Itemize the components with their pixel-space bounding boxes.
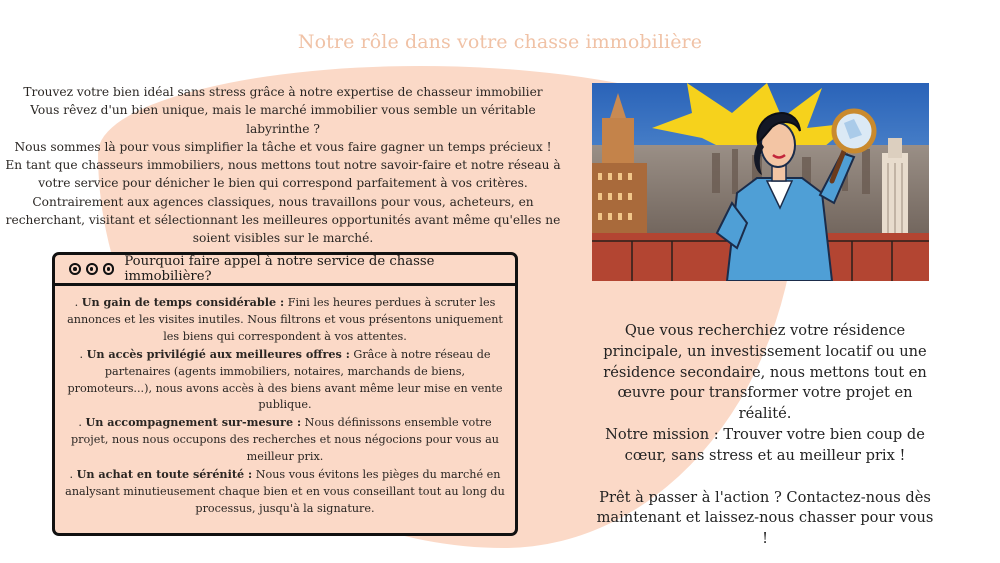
window-dot-icon <box>86 263 98 275</box>
card-header <box>55 255 515 286</box>
benefit-text: Nous définissons ensemble votre projet, nous nous occupons des recherches et nous négocions pour vous au meilleur prix. <box>71 416 499 464</box>
page-title: Notre rôle dans votre chasse immobilière <box>297 31 703 53</box>
card-body <box>55 286 515 518</box>
intro-text <box>4 83 562 248</box>
illustration-woman-magnifier <box>592 83 929 281</box>
side-paragraph: Notre mission : Trouver votre bien coup de cœur, sans stress et au meilleur prix ! <box>605 425 925 464</box>
intro-line: En tant que chasseurs immobiliers, nous mettons tout notre savoir-faire et notre réseau à votre service pour dénicher le bien qui correspond parfaitement à vos critères. Contrairement aux agences classiques, nous travaillons pour vous, acheteurs, en recherchant, visitant et sélectionnant les meilleures opportunités avant même qu'elles ne soient visibles sur le marché. <box>5 158 561 246</box>
benefit-item: . Un accès privilégié aux meilleures offres : Grâce à notre réseau de partenaires (agents immobiliers, notaires, marchands de biens, promoteurs...), nous avons accès à des biens avant même leur mise en vente publique. <box>67 346 503 412</box>
benefit-text: Nous vous évitons les pièges du marché en analysant minutieusement chaque bien et en vous conseillant tout au long du processus, jusqu'à la signature. <box>65 468 505 515</box>
benefit-label: Un accès privilégié aux meilleures offres : <box>86 346 350 361</box>
why-card <box>52 252 518 536</box>
benefit-text: Grâce à notre réseau de partenaires (agents immobiliers, notaires, marchands de biens, promoteurs...), nous avons accès à des biens avant même leur mise en vente publique. <box>67 347 503 412</box>
benefit-item: . Un accompagnement sur-mesure : Nous définissons ensemble votre projet, nous nous occupons des recherches et nous négocions pour vous au meilleur prix. <box>71 415 499 464</box>
intro-line: Trouvez votre bien idéal sans stress grâce à notre expertise de chasseur immobilier <box>23 85 543 99</box>
benefit-label: Un accompagnement sur-mesure : <box>85 415 302 430</box>
side-paragraph: Que vous recherchiez votre résidence principale, un investissement locatif ou une résidence secondaire, nous mettons tout en œuvre pour transformer votre projet en réalité. <box>603 322 927 423</box>
benefit-text: Fini les heures perdues à scruter les annonces et les visites inutiles. Nous filtrons et vous présentons uniquement les biens qui correspondent à vos attentes. <box>67 296 503 343</box>
side-text <box>592 321 938 550</box>
side-paragraph: Prêt à passer à l'action ? Contactez-nous dès maintenant et laissez-nous chasser pour vous ! <box>596 488 934 548</box>
intro-line: Vous rêvez d'un bien unique, mais le marché immobilier vous semble un véritable labyrinthe ? <box>30 103 536 136</box>
window-dot-icon <box>103 263 115 275</box>
benefit-label: Un gain de temps considérable : <box>81 295 285 309</box>
card-title: Pourquoi faire appel à notre service de chasse immobilière? <box>124 254 435 284</box>
window-dot-icon <box>69 263 81 275</box>
benefit-label: Un achat en toute sérénité : <box>76 467 253 482</box>
intro-line: Nous sommes là pour vous simplifier la tâche et vous faire gagner un temps précieux ! <box>14 139 552 154</box>
benefit-item: . Un achat en toute sérénité : Nous vous évitons les pièges du marché en analysant minutieusement chaque bien et en vous conseillant tout au long du processus, jusqu'à la signature. <box>65 467 505 515</box>
spacer <box>592 467 938 488</box>
benefit-item: . Un gain de temps considérable : Fini les heures perdues à scruter les annonces et les visites inutiles. Nous filtrons et vous présentons uniquement les biens qui correspondent à vos attentes. <box>67 295 503 343</box>
